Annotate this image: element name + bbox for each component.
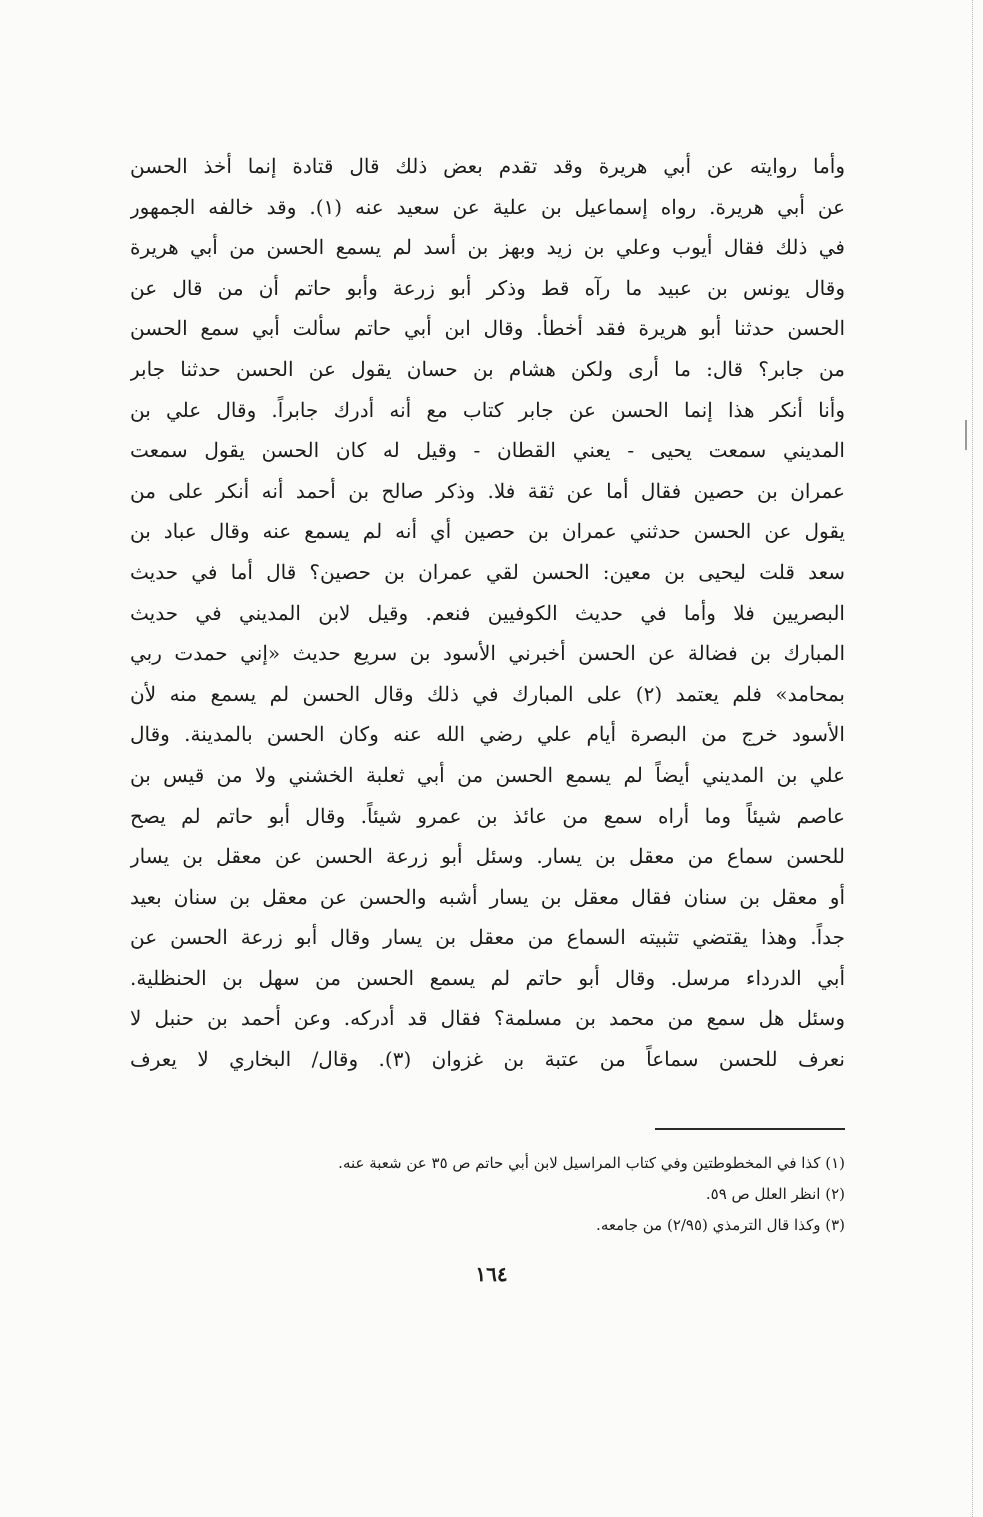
text-line: البصريين فلا وأما في حديث الكوفيين فنعم. وقيل لابن المديني في حديث: [130, 600, 845, 625]
text-line: في ذلك فقال أيوب وعلي بن زيد وبهز بن أسد لم يسمع الحسن من أبي هريرة: [130, 235, 845, 260]
scan-edge-mark: [965, 420, 967, 450]
text-line: للحسن سماع من معقل بن يسار. وسئل أبو زرعة الحسن عن معقل بن يسار: [130, 844, 845, 869]
text-line: وقال يونس بن عبيد ما رآه قط وذكر أبو زرعة وأبو حاتم أن من قال عن: [130, 275, 845, 300]
text-line: أو معقل بن سنان فقال معقل بن يسار أشبه والحسن عن معقل بن سنان بعيد: [130, 884, 845, 909]
text-line: علي بن المديني أيضاً لم يسمع الحسن من أبي ثعلبة الخشني ولا من قيس بن: [130, 762, 845, 787]
text-line: من جابر؟ قال: ما أرى ولكن هشام بن حسان يقول عن الحسن حدثنا جابر: [130, 356, 845, 381]
text-line: يقول عن الحسن حدثني عمران بن حصين أي أنه لم يسمع عنه وقال عباد بن: [130, 519, 845, 544]
text-line: عن أبي هريرة. رواه إسماعيل بن علية عن سعيد عنه (١). وقد خالفه الجمهور: [130, 194, 845, 219]
text-line: الأسود خرج من البصرة أيام علي رضي الله عنه وكان الحسن بالمدينة. وقال: [130, 722, 845, 747]
footnote-1: (١) كذا في المخطوطتين وفي كتاب المراسيل لابن أبي حاتم ص ٣٥ عن شعبة عنه.: [338, 1154, 845, 1172]
footnote-2: (٢) انظر العلل ص ٥٩.: [705, 1185, 845, 1203]
text-line: وأنا أنكر هذا إنما الحسن عن جابر كتاب مع أنه أدرك جابراً. وقال علي بن: [130, 397, 845, 422]
text-line: نعرف للحسن سماعاً من عتبة بن غزوان (٣). وقال/ البخاري لا يعرف: [130, 1047, 845, 1072]
text-line: المبارك بن فضالة عن الحسن أخبرني الأسود بن سريع حديث «إني حمدت ربي: [130, 641, 845, 666]
text-line: أبي الدرداء مرسل. وقال أبو حاتم لم يسمع الحسن من سهل بن الحنظلية.: [130, 965, 845, 990]
text-line: عاصم شيئاً وما أراه سمع من عائذ بن عمرو شيئاً. وقال أبو حاتم لم يصح: [130, 803, 845, 828]
text-line: سعد قلت ليحيى بن معين: الحسن لقي عمران بن حصين؟ قال أما في حديث: [130, 559, 845, 584]
text-line: جداً. وهذا يقتضي تثبيته السماع من معقل بن يسار وقال أبو زرعة الحسن عن: [130, 925, 845, 950]
scan-edge-dotted-line: [972, 0, 973, 1517]
text-line: عمران بن حصين فقال أما عن ثقة فلا. وذكر صالح بن أحمد أنه أنكر على من: [130, 478, 845, 503]
main-text-block: [130, 146, 845, 1080]
text-line: وأما روايته عن أبي هريرة وقد تقدم بعض ذلك قال قتادة إنما أخذ الحسن: [130, 154, 845, 178]
text-line: المديني سمعت يحيى - يعني القطان - وقيل له كان الحسن يقول سمعت: [130, 438, 845, 463]
footnotes-block: [200, 1148, 845, 1241]
page-number: ١٦٤: [475, 1262, 508, 1286]
footnote-separator-rule: [655, 1128, 845, 1130]
footnote-3: (٣) وكذا قال الترمذي (٢/٩٥) من جامعه.: [596, 1216, 845, 1234]
text-line: بمحامد» فلم يعتمد (٢) على المبارك في ذلك وقال الحسن لم يسمع منه لأن: [130, 681, 845, 706]
text-line: وسئل هل سمع من محمد بن مسلمة؟ فقال قد أدركه. وعن أحمد بن حنبل لا: [130, 1006, 845, 1031]
text-line: الحسن حدثنا أبو هريرة فقد أخطأ. وقال ابن أبي حاتم سألت أبي سمع الحسن: [130, 316, 845, 341]
